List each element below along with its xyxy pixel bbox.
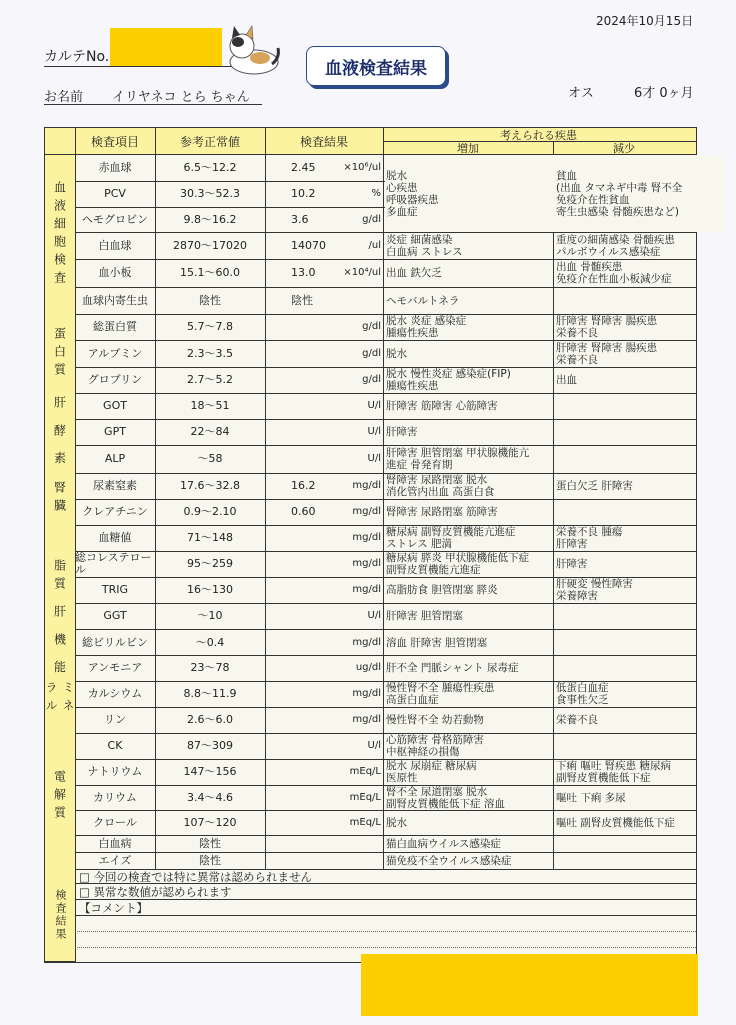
- decrease-causes: [554, 655, 726, 681]
- reference-range: 18〜51: [190, 399, 230, 412]
- table-row: [75, 835, 696, 853]
- increase-causes: 溶血 肝障害 胆管閉塞: [386, 636, 488, 649]
- item-name: 血糖値: [98, 531, 132, 544]
- increase-causes: 慢性腎不全 腫瘍性疾患 高蛋白血症: [386, 682, 495, 706]
- item-name: ヘモグロビン: [82, 212, 148, 226]
- result-value: 10.2: [291, 187, 316, 200]
- decrease-causes: [554, 835, 726, 852]
- increase-causes: 肝障害: [386, 426, 418, 438]
- decrease-causes: [554, 603, 726, 629]
- karte-label: カルテNo.: [44, 49, 110, 65]
- table-row: [75, 733, 696, 760]
- table-row: [75, 681, 696, 708]
- col-result-header: 検査結果: [299, 134, 348, 149]
- reference-range: 〜10: [197, 609, 223, 622]
- item-name: アルブミン: [87, 346, 143, 360]
- item-name: 総蛋白質: [93, 320, 137, 333]
- table-row: [75, 499, 696, 526]
- table-row: [75, 314, 696, 341]
- increase-causes: 肝障害 胆管閉塞 甲状腺機能亢 進症 骨発育期: [386, 447, 530, 471]
- unit: mg/dl: [352, 584, 381, 595]
- decrease-causes: 貧血 (出血 タマネギ中毒 腎不全 免疫介在性貧血 寄生虫感染 骨髄疾患など): [554, 155, 724, 232]
- item-name: カリウム: [93, 790, 137, 804]
- unit: /ul: [368, 239, 381, 251]
- reference-range: 2.3〜3.5: [187, 346, 233, 360]
- table-row: [75, 785, 696, 811]
- item-name: GGT: [103, 609, 127, 622]
- unit: g/dl: [362, 347, 381, 359]
- section-label: 肝 酵 素: [45, 393, 75, 474]
- item-name: カルシウム: [87, 687, 143, 700]
- increase-causes: 脱水 尿崩症 糖尿病 医原性: [386, 760, 477, 784]
- table-row: [75, 445, 696, 474]
- unit: g/dl: [362, 374, 381, 385]
- unit: [325, 287, 381, 314]
- table-row: [75, 655, 696, 682]
- table-row: [75, 810, 696, 836]
- decrease-causes: 栄養不良 腫瘍 肝障害: [556, 526, 623, 550]
- increase-causes: 腎不全 尿道閉塞 脱水 副腎皮質機能低下症 溶血: [386, 785, 505, 810]
- decrease-causes: 蛋白欠乏 肝障害: [556, 480, 633, 492]
- reference-range: 22〜84: [190, 425, 230, 438]
- table-row: [75, 630, 696, 656]
- table-row: [75, 259, 696, 288]
- item-name: 血小板: [98, 266, 132, 279]
- increase-causes: 肝不全 門脈シャント 尿毒症: [386, 662, 519, 674]
- table-row: [75, 232, 696, 260]
- unit: mg/dl: [352, 532, 381, 543]
- item-name: ナトリウム: [87, 765, 143, 778]
- reference-range: 9.8〜16.2: [183, 212, 237, 226]
- reference-range: 〜58: [197, 452, 223, 465]
- unit: mEq/L: [349, 766, 381, 777]
- reference-range: 30.3〜52.3: [180, 187, 240, 200]
- reference-range: 〜0.4: [195, 635, 225, 649]
- result-value: 3.6: [291, 212, 309, 226]
- increase-causes: 脱水: [386, 347, 407, 360]
- decrease-causes: [554, 733, 726, 759]
- divider: [383, 128, 384, 869]
- table-row: [75, 759, 696, 786]
- reference-range: 8.8〜11.9: [183, 687, 237, 700]
- increase-causes: 肝障害 胆管閉塞: [386, 610, 463, 622]
- reference-range: 15.1〜60.0: [180, 266, 240, 279]
- section-label: [45, 525, 75, 552]
- item-name: 白血病: [98, 836, 132, 850]
- result-value: 0.60: [291, 505, 316, 518]
- increase-causes: 猫免疫不全ウイルス感染症: [386, 854, 512, 867]
- item-name: エイズ: [98, 853, 132, 867]
- item-name: CK: [107, 739, 123, 752]
- unit: %: [371, 188, 381, 199]
- cat-illustration-icon: [222, 20, 282, 76]
- table-row: [75, 419, 696, 446]
- increase-causes: 猫白血病ウイルス感染症: [386, 837, 501, 850]
- unit: mg/dl: [352, 688, 381, 699]
- item-name: 白血球: [98, 238, 132, 252]
- increase-causes: 高脂肪食 胆管閉塞 膵炎: [386, 584, 498, 596]
- reference-range: 陰性: [199, 853, 221, 867]
- page-title: 血液検査結果: [306, 46, 446, 86]
- section-label: 血液細胞検査: [45, 155, 75, 315]
- section-label: 脂質: [45, 551, 75, 604]
- table-row: [75, 287, 696, 315]
- divider: [155, 128, 156, 869]
- decrease-causes: 下痢 嘔吐 腎疾患 糖尿病 副腎皮質機能低下症: [556, 760, 672, 784]
- redaction-box: [110, 28, 222, 66]
- section-label: ミネラル: [45, 681, 75, 734]
- unit: U/l: [367, 453, 381, 464]
- comment-label: 【コメント】: [79, 901, 148, 915]
- conclusion-section-label: 検査結果: [45, 869, 75, 962]
- table-row: [75, 393, 696, 420]
- table-row: [75, 525, 696, 552]
- conclusion-area: [75, 869, 696, 962]
- increase-causes: 脱水: [386, 816, 407, 829]
- unit: U/l: [367, 426, 381, 437]
- reference-range: 0.9〜2.10: [183, 505, 237, 518]
- item-name: クロール: [93, 815, 137, 829]
- unit: mg/dl: [352, 480, 381, 491]
- section-label: 蛋白質: [45, 314, 75, 394]
- decrease-causes: 肝硬変 慢性障害 栄養障害: [556, 578, 633, 602]
- col-item-header: 検査項目: [90, 134, 139, 149]
- divider: [553, 141, 554, 869]
- increase-causes: 脱水 炎症 感染症 腫瘍性疾患: [386, 315, 467, 339]
- table-row: [75, 852, 696, 870]
- item-name: TRIG: [101, 583, 129, 596]
- unit: mg/dl: [352, 714, 381, 725]
- item-name: ALP: [104, 452, 126, 465]
- col-increase-header: 増加: [457, 141, 479, 155]
- unit: mg/dl: [352, 558, 381, 569]
- decrease-causes: 栄養不良: [556, 714, 598, 726]
- increase-causes: 腎障害 尿路閉塞 筋障害: [386, 506, 498, 518]
- section-label: 肝 機 能: [45, 603, 75, 682]
- reference-range: 23〜78: [190, 661, 230, 674]
- col-decrease-header: 減少: [613, 141, 635, 155]
- item-name: 血球内寄生虫: [82, 293, 148, 307]
- reference-range: 陰性: [199, 836, 221, 850]
- col-ref-header: 参考正常値: [179, 134, 240, 149]
- unit: mg/dl: [352, 636, 381, 648]
- reference-range: 107〜120: [183, 815, 237, 829]
- increase-causes: ヘモバルトネラ: [386, 294, 460, 307]
- decrease-causes: 嘔吐 下痢 多尿: [556, 791, 626, 804]
- increase-causes: 心筋障害 骨格筋障害 中枢神経の損傷: [386, 734, 484, 758]
- item-name: PCV: [104, 187, 126, 200]
- decrease-causes: [554, 393, 726, 419]
- reference-range: 16〜130: [187, 583, 233, 596]
- section-label: [45, 733, 75, 760]
- increase-causes: 腎障害 尿路閉塞 脱水 消化管内出血 高蛋白食: [386, 474, 495, 498]
- unit: ug/dl: [355, 662, 381, 673]
- name-underline: [44, 104, 262, 105]
- reference-range: 陰性: [199, 293, 221, 307]
- table-row: [75, 577, 696, 604]
- unit: mg/dl: [352, 506, 381, 517]
- report-date: 2024年10月15日: [596, 14, 694, 28]
- results-table: [44, 127, 697, 963]
- table-row: [75, 473, 696, 500]
- item-name: 総コレステロール: [75, 551, 152, 576]
- item-name: GPT: [104, 425, 126, 438]
- decrease-causes: 重度の細菌感染 骨髄疾患 パルボウイルス感染症: [556, 233, 675, 258]
- increase-causes: 脱水 慢性炎症 感染症(FIP) 腫瘍性疾患: [386, 368, 511, 392]
- result-value: 16.2: [291, 479, 316, 492]
- checkbox-no-abnormality[interactable]: □ 今回の検査では特に異常は認められません: [79, 870, 313, 884]
- patient-name: イリヤネコ とら ちゃん: [112, 90, 250, 105]
- table-row: [75, 707, 696, 734]
- patient-age: 6才 0ヶ月: [634, 86, 694, 101]
- item-name: 尿素窒素: [93, 479, 137, 492]
- result-value: 陰性: [291, 293, 313, 307]
- increase-causes: 糖尿病 膵炎 甲状腺機能低下症 副腎皮質機能亢進症: [386, 552, 530, 576]
- item-name: クレアチニン: [82, 505, 148, 518]
- table-row: [75, 367, 696, 394]
- decrease-causes: 低蛋白血症 食事性欠乏: [556, 682, 609, 706]
- unit: U/l: [367, 740, 381, 751]
- increase-causes: 肝障害 筋障害 心筋障害: [386, 400, 498, 412]
- increase-causes: 慢性腎不全 幼若動物: [386, 714, 484, 726]
- item-name: 赤血球: [98, 161, 132, 174]
- result-value: 2.45: [291, 161, 316, 174]
- table-row: [75, 551, 696, 578]
- section-label: [45, 835, 75, 870]
- reference-range: 3.4〜4.6: [187, 790, 233, 804]
- decrease-causes: [554, 852, 726, 869]
- unit: g/dl: [362, 213, 381, 225]
- unit: [325, 852, 381, 869]
- col-diseases-header: 考えられる疾患: [500, 128, 577, 142]
- patient-sex: オス: [568, 86, 594, 101]
- reference-range: 2.6〜6.0: [187, 713, 233, 726]
- reference-range: 147〜156: [183, 765, 237, 778]
- unit: ×10⁶/ul: [343, 162, 381, 173]
- increase-causes: 脱水 心疾患 呼吸器疾患 多血症: [385, 155, 554, 232]
- reference-range: 95〜259: [187, 557, 233, 570]
- increase-causes: 出血 鉄欠乏: [386, 267, 442, 279]
- item-name: GOT: [103, 399, 127, 412]
- redaction-box: [361, 954, 698, 1016]
- checkbox-abnormality[interactable]: □ 異常な数値が認められます: [79, 885, 232, 899]
- reference-range: 71〜148: [187, 531, 233, 544]
- unit: U/l: [367, 610, 381, 621]
- increase-causes: 炎症 細菌感染 白血病 ストレス: [386, 233, 463, 258]
- unit: mEq/L: [349, 816, 381, 828]
- name-label: お名前: [44, 90, 84, 105]
- decrease-causes: [554, 419, 726, 445]
- table-row: [75, 603, 696, 630]
- unit: U/l: [367, 400, 381, 411]
- divider: [265, 128, 266, 869]
- reference-range: 2.7〜5.2: [187, 373, 233, 386]
- decrease-causes: 肝障害: [556, 558, 588, 570]
- item-name: グロブリン: [87, 373, 143, 386]
- unit: g/dl: [362, 321, 381, 332]
- item-name: リン: [104, 713, 126, 726]
- result-value: 14070: [291, 238, 326, 252]
- increase-causes: 糖尿病 副腎皮質機能亢進症 ストレス 肥満: [386, 526, 516, 550]
- decrease-causes: [554, 499, 726, 525]
- unit: [325, 835, 381, 852]
- reference-range: 6.5〜12.2: [183, 161, 237, 174]
- section-label: 電解質: [45, 759, 75, 836]
- divider: [75, 128, 76, 962]
- reference-range: 87〜309: [187, 739, 233, 752]
- reference-range: 17.6〜32.8: [180, 479, 240, 492]
- unit: mEq/L: [349, 791, 381, 803]
- decrease-causes: 嘔吐 副腎皮質機能低下症: [556, 816, 675, 829]
- item-name: 総ビリルビン: [82, 635, 148, 649]
- decrease-causes: 出血: [556, 374, 577, 386]
- decrease-causes: [554, 287, 726, 314]
- reference-range: 5.7〜7.8: [187, 320, 233, 333]
- decrease-causes: 肝障害 腎障害 腸疾患 栄養不良: [556, 315, 658, 339]
- decrease-causes: 出血 骨髄疾患 免疫介在性血小板減少症: [556, 261, 672, 285]
- decrease-causes: [554, 630, 726, 655]
- unit: ×10⁴/ul: [343, 267, 381, 278]
- reference-range: 2870〜17020: [173, 238, 247, 252]
- decrease-causes: 肝障害 腎障害 腸疾患 栄養不良: [556, 341, 658, 366]
- decrease-causes: [554, 445, 726, 473]
- table-row: [75, 340, 696, 368]
- item-name: アンモニア: [87, 661, 143, 674]
- result-value: 13.0: [291, 266, 316, 279]
- section-label: 腎臓: [45, 473, 75, 526]
